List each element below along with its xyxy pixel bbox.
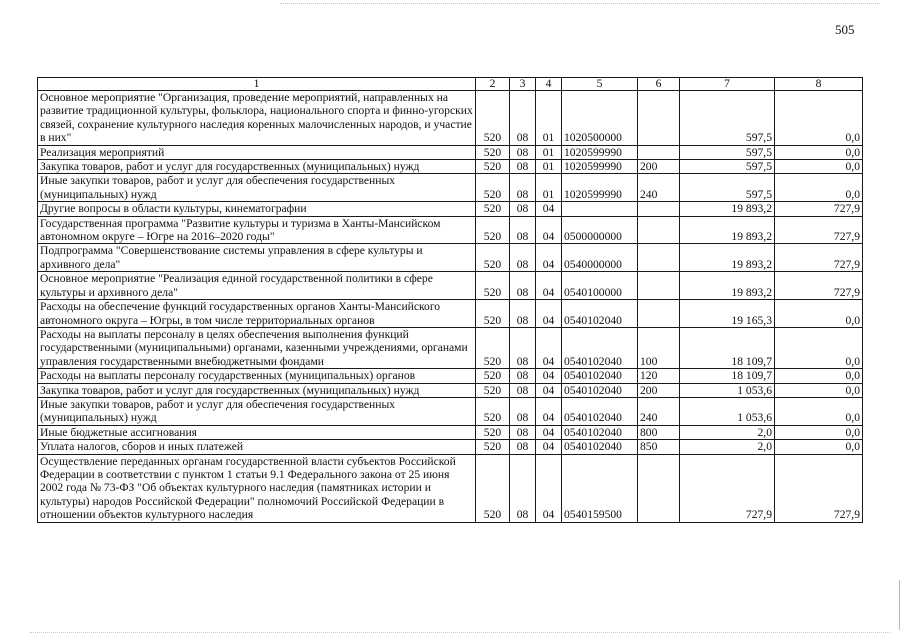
cell-amount-total: 597,5 bbox=[680, 174, 775, 202]
cell-section-code: 08 bbox=[510, 91, 536, 146]
cell-amount-total: 19 893,2 bbox=[680, 272, 775, 300]
table-row bbox=[38, 91, 863, 146]
cell-target-article: 0540102040 bbox=[562, 300, 638, 328]
cell-subsection-code: 01 bbox=[536, 91, 562, 146]
cell-subsection-code: 04 bbox=[536, 202, 562, 216]
cell-name: Иные закупки товаров, работ и услуг для обеспечения государственных (муниципальных) нужд bbox=[38, 174, 476, 202]
cell-amount-total: 597,5 bbox=[680, 145, 775, 159]
table-row bbox=[38, 174, 863, 202]
cell-amount-total: 2,0 bbox=[680, 425, 775, 439]
cell-amount-total: 18 109,7 bbox=[680, 369, 775, 383]
cell-amount-federal: 0,0 bbox=[775, 327, 863, 368]
cell-name: Расходы на выплаты персоналу в целях обеспечения выполнения функций государственными (муниципальными) органами, казенными учреждениями, органами управления государственными внебюджетными фондами bbox=[38, 327, 476, 368]
cell-subsection-code: 04 bbox=[536, 383, 562, 397]
cell-amount-total: 19 165,3 bbox=[680, 300, 775, 328]
cell-section-code: 08 bbox=[510, 300, 536, 328]
cell-expense-type bbox=[638, 244, 680, 272]
cell-name: Подпрограмма "Совершенствование системы управления в сфере культуры и архивного дела" bbox=[38, 244, 476, 272]
cell-amount-federal: 0,0 bbox=[775, 383, 863, 397]
cell-amount-federal: 727,9 bbox=[775, 216, 863, 244]
cell-name: Расходы на выплаты персоналу государственных (муниципальных) органов bbox=[38, 369, 476, 383]
cell-amount-federal: 0,0 bbox=[775, 145, 863, 159]
cell-amount-total: 597,5 bbox=[680, 160, 775, 174]
page-number: 505 bbox=[835, 22, 855, 37]
cell-ministry-code: 520 bbox=[476, 160, 510, 174]
cell-section-code: 08 bbox=[510, 174, 536, 202]
cell-subsection-code: 04 bbox=[536, 397, 562, 425]
cell-name: Основное мероприятие "Реализация единой государственной политики в сфере культуры и архивного дела" bbox=[38, 272, 476, 300]
cell-target-article: 0540102040 bbox=[562, 369, 638, 383]
cell-expense-type: 120 bbox=[638, 369, 680, 383]
cell-section-code: 08 bbox=[510, 369, 536, 383]
cell-name: Иные закупки товаров, работ и услуг для обеспечения государственных (муниципальных) нужд bbox=[38, 397, 476, 425]
cell-ministry-code: 520 bbox=[476, 425, 510, 439]
cell-ministry-code: 520 bbox=[476, 202, 510, 216]
cell-target-article: 0540102040 bbox=[562, 397, 638, 425]
cell-subsection-code: 04 bbox=[536, 440, 562, 454]
cell-section-code: 08 bbox=[510, 440, 536, 454]
table-row bbox=[38, 272, 863, 300]
cell-name: Закупка товаров, работ и услуг для государственных (муниципальных) нужд bbox=[38, 160, 476, 174]
column-header: 4 bbox=[536, 78, 562, 91]
cell-amount-federal: 0,0 bbox=[775, 440, 863, 454]
cell-target-article: 0540159500 bbox=[562, 454, 638, 522]
cell-ministry-code: 520 bbox=[476, 440, 510, 454]
table-row bbox=[38, 244, 863, 272]
cell-target-article bbox=[562, 202, 638, 216]
cell-subsection-code: 04 bbox=[536, 369, 562, 383]
cell-name: Расходы на обеспечение функций государственных органов Ханты-Мансийского автономного округа – Югры, в том числе территориальных органов bbox=[38, 300, 476, 328]
table-row bbox=[38, 327, 863, 368]
table-row bbox=[38, 300, 863, 328]
cell-name: Реализация мероприятий bbox=[38, 145, 476, 159]
cell-ministry-code: 520 bbox=[476, 272, 510, 300]
cell-subsection-code: 01 bbox=[536, 174, 562, 202]
cell-ministry-code: 520 bbox=[476, 91, 510, 146]
cell-amount-total: 19 893,2 bbox=[680, 202, 775, 216]
cell-section-code: 08 bbox=[510, 160, 536, 174]
cell-target-article: 0540102040 bbox=[562, 440, 638, 454]
cell-ministry-code: 520 bbox=[476, 216, 510, 244]
cell-subsection-code: 04 bbox=[536, 272, 562, 300]
table-row bbox=[38, 160, 863, 174]
cell-expense-type bbox=[638, 216, 680, 244]
cell-target-article: 0540102040 bbox=[562, 327, 638, 368]
cell-expense-type bbox=[638, 454, 680, 522]
cell-name: Государственная программа "Развитие культуры и туризма в Ханты-Мансийском автономном округе – Югре на 2016–2020 годы" bbox=[38, 216, 476, 244]
cell-expense-type bbox=[638, 300, 680, 328]
cell-amount-total: 19 893,2 bbox=[680, 216, 775, 244]
table-row bbox=[38, 216, 863, 244]
column-header: 7 bbox=[680, 78, 775, 91]
scan-artifact-edge bbox=[899, 580, 900, 630]
cell-expense-type: 240 bbox=[638, 174, 680, 202]
cell-target-article: 0540100000 bbox=[562, 272, 638, 300]
cell-section-code: 08 bbox=[510, 454, 536, 522]
cell-name: Уплата налогов, сборов и иных платежей bbox=[38, 440, 476, 454]
cell-ministry-code: 520 bbox=[476, 383, 510, 397]
cell-amount-federal: 0,0 bbox=[775, 174, 863, 202]
cell-amount-federal: 0,0 bbox=[775, 300, 863, 328]
scan-artifact-top bbox=[280, 3, 880, 4]
cell-expense-type: 850 bbox=[638, 440, 680, 454]
cell-amount-federal: 0,0 bbox=[775, 369, 863, 383]
cell-amount-total: 19 893,2 bbox=[680, 244, 775, 272]
cell-amount-federal: 0,0 bbox=[775, 425, 863, 439]
cell-expense-type bbox=[638, 145, 680, 159]
column-header: 2 bbox=[476, 78, 510, 91]
cell-ministry-code: 520 bbox=[476, 244, 510, 272]
cell-expense-type: 100 bbox=[638, 327, 680, 368]
cell-subsection-code: 04 bbox=[536, 425, 562, 439]
column-header: 5 bbox=[562, 78, 638, 91]
table-row bbox=[38, 440, 863, 454]
cell-name: Закупка товаров, работ и услуг для государственных (муниципальных) нужд bbox=[38, 383, 476, 397]
cell-subsection-code: 04 bbox=[536, 300, 562, 328]
cell-name: Осуществление переданных органам государственной власти субъектов Российской Федерации в соответствии с пунктом 1 статьи 9.1 Федерального закона от 25 июня 2002 года № 73-ФЗ "Об объектах культурного наследия (памятниках истории и культуры) народов Российской Федерации" полномочий Российской Федерации в отношении объектов культурного наследия bbox=[38, 454, 476, 522]
cell-subsection-code: 04 bbox=[536, 327, 562, 368]
cell-target-article: 1020599990 bbox=[562, 145, 638, 159]
cell-ministry-code: 520 bbox=[476, 369, 510, 383]
cell-section-code: 08 bbox=[510, 397, 536, 425]
cell-section-code: 08 bbox=[510, 202, 536, 216]
cell-amount-federal: 727,9 bbox=[775, 244, 863, 272]
cell-expense-type: 240 bbox=[638, 397, 680, 425]
table-row bbox=[38, 425, 863, 439]
cell-expense-type bbox=[638, 202, 680, 216]
cell-target-article: 1020599990 bbox=[562, 160, 638, 174]
cell-amount-total: 2,0 bbox=[680, 440, 775, 454]
cell-section-code: 08 bbox=[510, 145, 536, 159]
table-row bbox=[38, 202, 863, 216]
cell-amount-total: 1 053,6 bbox=[680, 397, 775, 425]
cell-amount-total: 1 053,6 bbox=[680, 383, 775, 397]
cell-subsection-code: 04 bbox=[536, 216, 562, 244]
cell-target-article: 1020500000 bbox=[562, 91, 638, 146]
cell-amount-federal: 727,9 bbox=[775, 272, 863, 300]
table-header-row bbox=[38, 78, 863, 91]
cell-subsection-code: 01 bbox=[536, 160, 562, 174]
cell-section-code: 08 bbox=[510, 244, 536, 272]
cell-amount-federal: 0,0 bbox=[775, 91, 863, 146]
cell-target-article: 0540102040 bbox=[562, 425, 638, 439]
cell-expense-type bbox=[638, 272, 680, 300]
cell-section-code: 08 bbox=[510, 327, 536, 368]
cell-amount-federal: 0,0 bbox=[775, 160, 863, 174]
table-body bbox=[38, 91, 863, 523]
table-row bbox=[38, 145, 863, 159]
cell-ministry-code: 520 bbox=[476, 300, 510, 328]
column-header: 8 bbox=[775, 78, 863, 91]
table-row bbox=[38, 397, 863, 425]
cell-ministry-code: 520 bbox=[476, 174, 510, 202]
cell-amount-total: 18 109,7 bbox=[680, 327, 775, 368]
cell-amount-federal: 0,0 bbox=[775, 397, 863, 425]
cell-section-code: 08 bbox=[510, 216, 536, 244]
cell-name: Другие вопросы в области культуры, кинематографии bbox=[38, 202, 476, 216]
column-header: 3 bbox=[510, 78, 536, 91]
cell-ministry-code: 520 bbox=[476, 454, 510, 522]
cell-expense-type bbox=[638, 91, 680, 146]
cell-amount-federal: 727,9 bbox=[775, 454, 863, 522]
cell-target-article: 0500000000 bbox=[562, 216, 638, 244]
budget-table bbox=[37, 77, 863, 523]
cell-target-article: 0540102040 bbox=[562, 383, 638, 397]
cell-expense-type: 800 bbox=[638, 425, 680, 439]
scan-artifact-bottom bbox=[30, 632, 890, 633]
cell-amount-total: 597,5 bbox=[680, 91, 775, 146]
cell-subsection-code: 04 bbox=[536, 454, 562, 522]
cell-section-code: 08 bbox=[510, 383, 536, 397]
cell-subsection-code: 01 bbox=[536, 145, 562, 159]
cell-name: Основное мероприятие "Организация, проведение мероприятий, направленных на развитие традиционной культуры, фольклора, национального спорта и финно-угорских связей, сохранение культурного наследия коренных малочисленных народов, и участие в них" bbox=[38, 91, 476, 146]
cell-target-article: 1020599990 bbox=[562, 174, 638, 202]
cell-subsection-code: 04 bbox=[536, 244, 562, 272]
column-header: 6 bbox=[638, 78, 680, 91]
cell-amount-federal: 727,9 bbox=[775, 202, 863, 216]
cell-ministry-code: 520 bbox=[476, 327, 510, 368]
table-row bbox=[38, 383, 863, 397]
cell-target-article: 0540000000 bbox=[562, 244, 638, 272]
cell-expense-type: 200 bbox=[638, 383, 680, 397]
cell-amount-total: 727,9 bbox=[680, 454, 775, 522]
cell-ministry-code: 520 bbox=[476, 145, 510, 159]
cell-expense-type: 200 bbox=[638, 160, 680, 174]
cell-section-code: 08 bbox=[510, 272, 536, 300]
table-row bbox=[38, 454, 863, 522]
column-header: 1 bbox=[38, 78, 476, 91]
table-row bbox=[38, 369, 863, 383]
cell-section-code: 08 bbox=[510, 425, 536, 439]
cell-ministry-code: 520 bbox=[476, 397, 510, 425]
cell-name: Иные бюджетные ассигнования bbox=[38, 425, 476, 439]
